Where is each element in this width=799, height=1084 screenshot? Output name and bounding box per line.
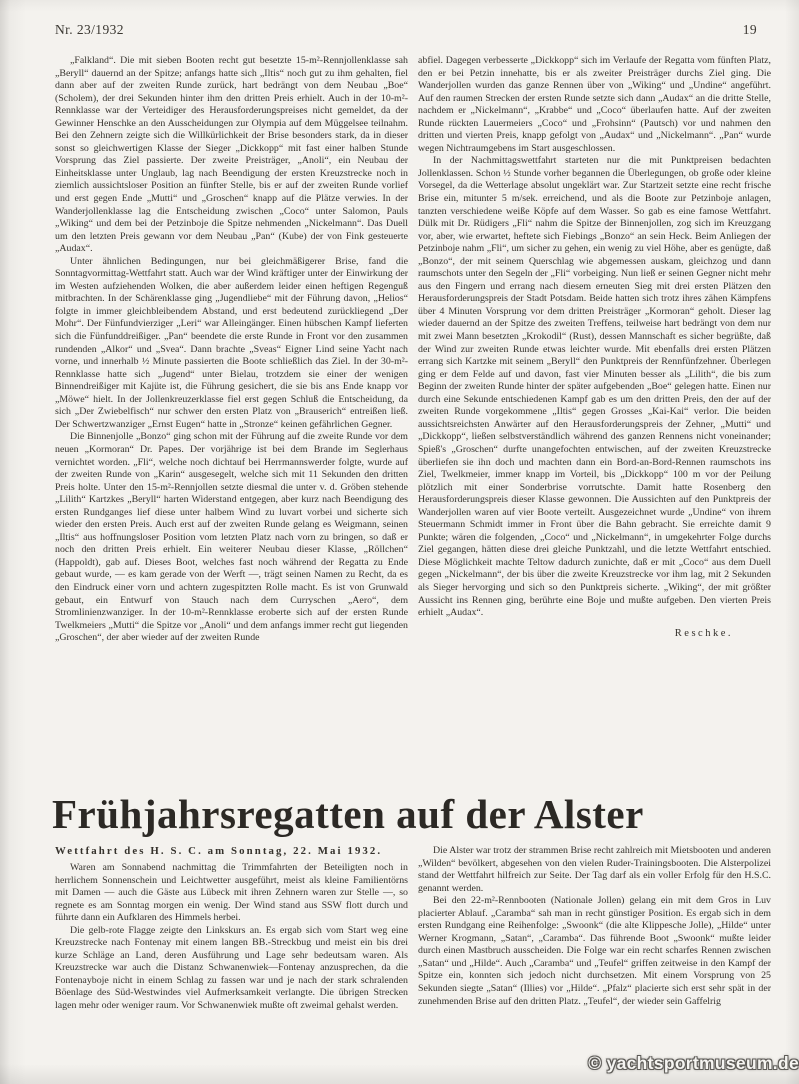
paragraph: Bei den 22-m²-Rennbooten (Nationale Jollen) gelang ein mit dem Gros in Luv placierter Ablauf. „Caramba“ sah man in recht günstiger Position. Es ergab sich in dem ersten Rundgang eine Reihenfolge: „Swoonk“ (die alte Klippesche Jolle), „Hilde“ unter Werner Krogmann, „Satan“, „Caramba“. Das führende Boot „Swoonk“ mußte leider durch einen Mastbruch ausscheiden. Die Folge war ein recht scharfes Rennen zwischen „Satan“ und „Hilde“. Auch „Caramba“ und „Teufel“ griffen zeitweise in den Kampf der Spitze ein, konnten sich jedoch nicht durchsetzen. Mit einem Vorsprung von 25 Sekunden siegte „Satan“ (Illies) vor „Hilde“. „Pfalz“ placierte sich erst sehr spät in der zunehmenden Brise auf den dritten Platz. „Teufel“, der wieder sein Gaffelrig <box>418 895 771 1007</box>
paragraph: Die Binnenjolle „Bonzo“ ging schon mit der Führung auf die zweite Runde vor dem neuen „Kormoran“ Dr. Papes. Der vorjährige ist bei dem Brande im Seglerhaus vernichtet worden. „Fli“, welche noch dichtauf bei Herrmannswerder folgte, wurde auf der zweiten Runde von „Karin“ ausgesegelt, welche sich mit 11 Sekunden den dritten Preis holte. Unter den 15-m²-Rennjollen setzte diesmal die unter v. d. Gröben stehende „Lilith“ Kartzkes „Beryll“ harten Widerstand entgegen, aber kurz nach Beendigung des ersten Rundganges lief diese unter halbem Wind zu luvart vorbei und sicherte sich wieder den ersten Preis. Auch erst auf der zweiten Runde gelang es Weigmann, seinen „Iltis“ aus hoffnungsloser Position vom letzten Platz nach vorn zu bringen, so daß er noch den dritten Preis erhielt. Ein weiterer Neubau dieser Klasse, „Röllchen“ (Happoldt), gab auf. Dieses Boot, welches fast noch während der Regatta zu Ende gebaut wurde, — es kam gerade von der Werft —, trägt seinen Namen zu Recht, da es den Eindruck einer vorn und achtern zugespitzten Rolle macht. Es ist von Grunwald gebaut, ein Entwurf von Stauch nach dem Curryschen „Aero“, dem Stromlinienzwanziger. In der 10-m²-Rennklasse eroberte sich auf der ersten Runde Twelkmeiers „Mutti“ die Spitze vor „Anoli“ und dem anfangs immer recht gut liegenden „Groschen“, der aber wieder auf der zweiten Runde <box>55 431 408 644</box>
paragraph: Unter ähnlichen Bedingungen, nur bei gleichmäßigerer Brise, fand die Sonntagvormittag-Wettfahrt statt. Auch war der Wind kräftiger unter der Einwirkung der im Westen aufziehenden Wolken, die aber außerdem leider einen heftigen Regenguß mitbrachten. In der Schärenklasse ging „Jugendliebe“ mit der Führung davon, „Helios“ folgte in immer gleichbleibendem Abstand, und erst bedeutend zurückliegend „Der Mohr“. Der Fünfundvierziger „Leri“ war Alleingänger. Einen hübschen Kampf lieferten sich die Fünfunddreißiger. „Pan“ beendete die erste Runde in Front vor den zusammen rundenden „Alkor“ und „Svea“. Dann brachte „Sveas“ Eigner Lind seine Yacht nach vorne, und innerhalb ½ Minute passierten die Boote schließlich das Ziel. In der 30-m²-Rennklasse hatte sich „Jugend“ unter Bielau, trotzdem sie einer der wenigen Binnendreißiger mit Kajüte ist, die Führung gesichert, die sie bis ans Ende knapp vor „Möwe“ hielt. In der Jollenkreuzerklasse fiel erst gegen Schluß die Entscheidung, da sich „Der Zwiebelfisch“ nur schwer den ersten Platz von „Brauserich“ entreißen ließ. Der Schwertzwanziger „Ernst Eugen“ hatte in „Stronze“ keinen gefährlichen Gegner. <box>55 255 408 430</box>
paragraph: „Falkland“. Die mit sieben Booten recht gut besetzte 15-m²-Rennjollenklasse sah „Beryll“ dauernd an der Spitze; anfangs hatte sich „Iltis“ noch gut zu ihm gehalten, fiel dann aber auf der zweiten Runde zurück, hart bedrängt von dem Neubau „Boe“ (Scholem), der drei Sekunden hinter ihm den dritten Preis erhielt. Auch in der 10-m²-Rennklasse war der Verteidiger des Herausforderungspreises nicht gemeldet, da der Gewinner Henschke an den Ausscheidungen zur Olympia auf dem Müggelsee teilnahm. Bei den Zehnern zeigte sich die Willkürlichkeit der Brise besonders stark, da in dieser sonst so gleichwertigen Klasse der Sieger „Dickkopp“ mit fast einer halben Stunde Vorsprung das Ziel passierte. Der zweite Preisträger, „Anoli“, ein Neubau der Einheitsklasse unter Unglaub, lag nach Beendigung der ersten Kreuzstrecke noch in ziemlich aussichtsloser Position an fünfter Stelle, bis er auf der zweiten Runde vorlief und erst gegen Ende „Mutti“ und „Groschen“ knapp auf die Plätze verwies. In der Wanderjollenklasse lag die Entscheidung zwischen „Coco“ unter Salomon, Pauls „Wiking“ und dem bei der Petzinboje die Spitze nehmenden „Nickelmann“. Das Duell um den letzten Preis gewann vor dem Neubau „Pan“ (Kube) der von Fink gesteuerte „Audax“. <box>55 55 408 255</box>
author-signature: Reschke. <box>674 627 733 639</box>
issue-number: Nr. 23/1932 <box>55 22 124 37</box>
article2-right-column <box>418 845 771 1057</box>
article2-headline: Frühjahrsregatten auf der Alster <box>52 791 644 837</box>
paragraph: Die gelb-rote Flagge zeigte den Linkskurs an. Es ergab sich vom Start weg eine Kreuzstrecke nach Fontenay mit einem langen BB.-Streckbug und meist ein bis drei kurze Schläge an Land, deren Ausführung und Lage sehr bedeutsam waren. Als Kreuzstrecke war auch die Distanz Schwanenwiek—Fontenay anzusprechen, da die Fontenayboje nicht in einem Schlag zu fassen war und je nach der stark schralenden Böenlage des Süd-Westwindes viel Aufmerksamkeit verlangte. Die übrigen Strecken lagen mehr oder weniger raum. Vor Schwanenwiek mußte oft zweimal gehalst werden. <box>55 924 408 1012</box>
paragraph: abfiel. Dagegen verbesserte „Dickkopp“ sich im Verlaufe der Regatta vom fünften Platz, den er bei Petzin innehatte, bis er als zweiter Preisträger durchs Ziel ging. Die Wanderjollen wurden das ganze Rennen über von „Wiking“ und „Undine“ angeführt. Auf den raumen Strecken der ersten Runde setzte sich dann „Audax“ an die dritte Stelle, nachdem er „Nickelmann“, „Krabbe“ und „Coco“ überlaufen hatte. Auf der zweiten Runde rückten Lauermeiers „Coco“ und „Frohsinn“ (Pautsch) vor und nahmen den dritten und vierten Preis, knapp gefolgt von „Audax“ und „Nickelmann“. „Pan“ wurde wegen Nichtraumgebens im Start ausgeschlossen. <box>418 55 771 154</box>
article2-left-column <box>55 862 408 1058</box>
article2-subtitle: Wettfahrt des H. S. C. am Sonntag, 22. Mai 1932. <box>55 845 383 857</box>
paragraph: Waren am Sonnabend nachmittag die Trimmfahrten der Beteiligten noch in herrlichem Sonnenschein und Leichtwetter ausgeführt, meist als kleine Familientörns mit Damen — auch die Gäste aus Lübeck mit ihren Zehnern waren zur Stelle —, so regnete es am Sonntag morgen ein wenig. Der Wind stand aus SSW flott durch und führte dann ein Aufklaren des Himmels herbei. <box>55 862 408 924</box>
article1-left-column <box>55 55 408 793</box>
page-number: 19 <box>742 22 757 37</box>
paragraph: Die Alster war trotz der strammen Brise recht zahlreich mit Mietsbooten und anderen „Wilden“ bevölkert, abgesehen von den vielen Ruder-Trainingsbooten. Die Alsterpolizei stand der Wettfahrt hilfreich zur Seite. Der Tag darf als ein voller Erfolg für den H.S.C. genannt werden. <box>418 845 771 894</box>
page-header <box>55 22 757 38</box>
paragraph: In der Nachmittagswettfahrt starteten nur die mit Punktpreisen bedachten Jollenklassen. Schon ½ Stunde vorher begannen die Überlegungen, ob große oder kleine Vorsegel, da die Wetterlage absolut ungeklärt war. Zur Startzeit setzte eine recht frische Brise ein, mitunter 5 m/sek. erreichend, und als die Boote zur Petzinboje anlagen, tanzten verschiedene weiße Köpfe auf dem Wasser. So gab es eine famose Wettfahrt. Dülk mit Dr. Rüdigers „Fli“ nahm die Spitze der Binnenjollen, zog sich im Kreuzgang vor, aber, wie erwartet, heftete sich Fiebings „Bonzo“ an sein Heck. Beim Anliegen der Petzinboje nahm „Fli“, um sicher zu gehen, ein wenig zu viel Höhe, aber es genügte, daß „Bonzo“, der mit seinem Querschlag wie abgemessen auskam, gleichzog und dann raumschots unter den Segeln der „Fli“ vorbeiging. Nun ließ er seinen Gegner nicht mehr aus den Fingern und errang nach diesem erneuten Sieg mit drei ersten Plätzen den Herausforderungspreis der Stadt Potsdam. Beide hatten sich trotz ihres zähen Kämpfens über 4 Minuten Vorsprung vor dem dritten Preisträger „Kormoran“ geholt. Dieser lag wieder dauernd an der Spitze des zweiten Treffens, teilweise hart bedrängt von dem nur mit zwei Mann besetzten „Krokodil“ (Rust), dessen Mannschaft es sicher begrüßte, daß der Wind zur zweiten Runde etwas leichter wurde. Mit ebenfalls drei ersten Plätzen errang sich Kartzke mit seinem „Beryll“ den Punktpreis der Rennfünfzehner. Überlegen ging er dem Felde auf und davon, fast vier Minuten besser als „Lilith“, die bis zum Beginn der zweiten Runde hinter der später aufgebenden „Boe“ gelegen hatte. Einen nur durch eine Sekunde entschiedenen Kampf gab es um den dritten Preis, den der auf der zweiten Runde vorgekommene „Iltis“ gegen Grosses „Kai-Kai“ verlor. Die beiden aussichtsreichsten Anwärter auf den Herausforderungspreis der Zehner, „Mutti“ und „Dickkopp“, ließen selbstverständlich während des ganzen Rennens nicht voneinander; Spieß's „Groschen“ durfte unangefochten entwischen, auf der zweiten Kreuzstrecke überliefen sie ihn doch und machten dann ein Bord-an-Bord-Rennen raumschots ins Ziel, Twelkmeier, immer knapp im Vorteil, bis „Dickkopp“ 100 m vor der Peilung plötzlich mit einer Sonderbrise vorrutschte. Damit hatte Rosenberg den Herausforderungspreis dieser Klasse gewonnen. Die Aussichten auf den Punktpreis der Wanderjollen waren auf vier Boote verteilt. Ausgezeichnet wurde „Undine“ von ihrem Steuermann Schmidt immer in Front über die Bahn gebracht. Sie erreichte damit 9 Punkte; wären die folgenden, „Coco“ und „Nickelmann“, in umgekehrter Folge durchs Ziel gegangen, hätten diese drei gleiche Punktzahl, und die letzte Wettfahrt entschied. Diese Möglichkeit machte Teltow dadurch zunichte, daß er mit „Coco“ aus dem Duell gegen „Nickelmann“, der bis über die zweite Kreuzstrecke vor ihm lag, mit 2 Sekunden als Sieger hervorging und sich so den Punktpreis sicherte. „Wiking“, der mit größter Aussicht ins Rennen ging, berührte eine Boje und mußte aufgeben. Den vierten Preis erhielt „Audax“. <box>418 155 771 619</box>
article1-right-column <box>418 55 771 793</box>
yachtsportmuseum-watermark: © yachtsportmuseum.de <box>588 1053 799 1073</box>
